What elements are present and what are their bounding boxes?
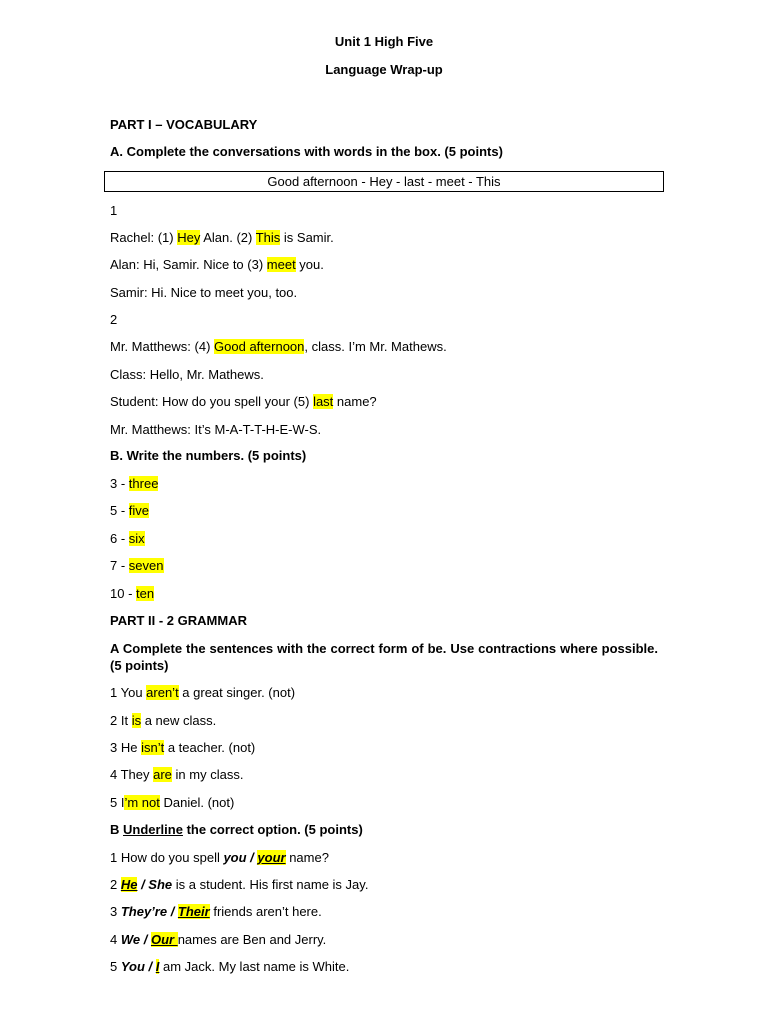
answer-highlight: five (128, 503, 150, 518)
option-item (110, 932, 326, 948)
answer-highlight: last (313, 394, 334, 409)
line-text: am Jack. My last name is White. (159, 959, 350, 974)
number-label: 10 - (110, 586, 137, 601)
option-text: / She (137, 877, 173, 892)
line-text: 4 (110, 932, 121, 947)
number-item (110, 503, 149, 519)
line-text: 3 (110, 904, 121, 919)
line-text: Alan: Hi, Samir. Nice to (3) (110, 257, 267, 272)
line-text: the correct option. (5 points) (182, 822, 363, 837)
conv2-line-2: Class: Hello, Mr. Mathews. (110, 367, 264, 382)
answer-highlight: seven (128, 558, 164, 573)
line-text: is Samir. (280, 230, 334, 245)
correct-option-highlight: Our (150, 932, 178, 947)
line-text: you. (295, 257, 324, 272)
correct-option-highlight: I (155, 959, 160, 974)
document-subtitle: Language Wrap-up (325, 62, 443, 77)
part1-a-instruction: A. Complete the conversations with words in the box. (5 points) (110, 144, 503, 159)
line-text: 5 I (110, 795, 125, 810)
option-item (110, 877, 368, 893)
answer-highlight: three (128, 476, 159, 491)
part1-b-instruction: B. Write the numbers. (5 points) (110, 448, 307, 463)
part2-a-instruction: A Complete the sentences with the correct form of be. Use contractions where possible. (5 points) (110, 641, 658, 673)
line-text: is a student. His first name is Jay. (172, 877, 369, 892)
word-box: Good afternoon - Hey - last - meet - This (104, 171, 664, 192)
line-text: name? (285, 850, 329, 865)
part1-heading: PART I – VOCABULARY (110, 117, 258, 132)
part2-heading: PART II - 2 GRAMMAR (110, 613, 247, 628)
line-text: name? (333, 394, 377, 409)
line-text: a great singer. (not) (178, 685, 296, 700)
correct-option-highlight: your (257, 850, 286, 865)
answer-highlight: This (255, 230, 281, 245)
option-item (110, 959, 349, 975)
line-text: B (110, 822, 123, 837)
line-text: in my class. (171, 767, 244, 782)
line-text: 5 (110, 959, 121, 974)
conversation-1-number: 1 (110, 203, 118, 218)
answer-highlight: are (153, 767, 172, 782)
number-item (110, 586, 154, 602)
line-text: 3 He (110, 740, 142, 755)
answer-highlight: ten (136, 586, 155, 601)
number-label: 3 - (110, 476, 129, 491)
number-item (110, 476, 158, 492)
option-text: you / (223, 850, 258, 865)
answer-highlight: ’m not (124, 795, 160, 810)
answer-highlight: six (128, 531, 145, 546)
conv1-line-2 (110, 257, 324, 273)
part2-b-instruction (110, 822, 363, 838)
number-item (110, 558, 164, 574)
line-text: Rachel: (1) (110, 230, 178, 245)
line-text: Daniel. (not) (159, 795, 235, 810)
conv2-line-4: Mr. Matthews: It’s M-A-T-T-H-E-W-S. (110, 422, 322, 437)
answer-highlight: isn’t (141, 740, 165, 755)
correct-option-highlight: He (120, 877, 138, 892)
grammar-item (110, 795, 234, 811)
answer-highlight: Good afternoon (214, 339, 305, 354)
correct-option-highlight: Their (177, 904, 210, 919)
number-label: 5 - (110, 503, 129, 518)
option-text: They’re / (120, 904, 178, 919)
option-text: We / (120, 932, 151, 947)
conv2-line-1 (110, 339, 447, 355)
option-text: You / (120, 959, 156, 974)
number-label: 7 - (110, 558, 129, 573)
line-text: Alan. (2) (200, 230, 256, 245)
option-item (110, 850, 329, 866)
line-text: names are Ben and Jerry. (177, 932, 327, 947)
line-text: 2 (110, 877, 121, 892)
grammar-item (110, 740, 255, 756)
answer-highlight: aren’t (146, 685, 179, 700)
line-text: 4 They (110, 767, 154, 782)
line-text: 1 How do you spell (110, 850, 224, 865)
answer-highlight: meet (266, 257, 296, 272)
option-item (110, 904, 322, 920)
answer-highlight: is (131, 713, 142, 728)
document-title: Unit 1 High Five (334, 34, 434, 49)
line-text: a new class. (141, 713, 217, 728)
grammar-item (110, 713, 216, 729)
number-item (110, 531, 145, 547)
line-text: , class. I’m Mr. Mathews. (304, 339, 447, 354)
line-text: Student: How do you spell your (5) (110, 394, 314, 409)
line-text: a teacher. (not) (164, 740, 256, 755)
line-text: Mr. Matthews: (4) (110, 339, 215, 354)
conv2-line-3 (110, 394, 377, 410)
line-text: 2 It (110, 713, 132, 728)
conv1-line-3: Samir: Hi. Nice to meet you, too. (110, 285, 298, 300)
grammar-item (110, 685, 295, 701)
conv1-line-1 (110, 230, 334, 246)
grammar-item (110, 767, 243, 783)
number-label: 6 - (110, 531, 129, 546)
answer-highlight: Hey (177, 230, 201, 245)
conversation-2-number: 2 (110, 312, 118, 327)
line-text: friends aren’t here. (209, 904, 322, 919)
underline-keyword: Underline (123, 822, 183, 837)
line-text: 1 You (110, 685, 147, 700)
